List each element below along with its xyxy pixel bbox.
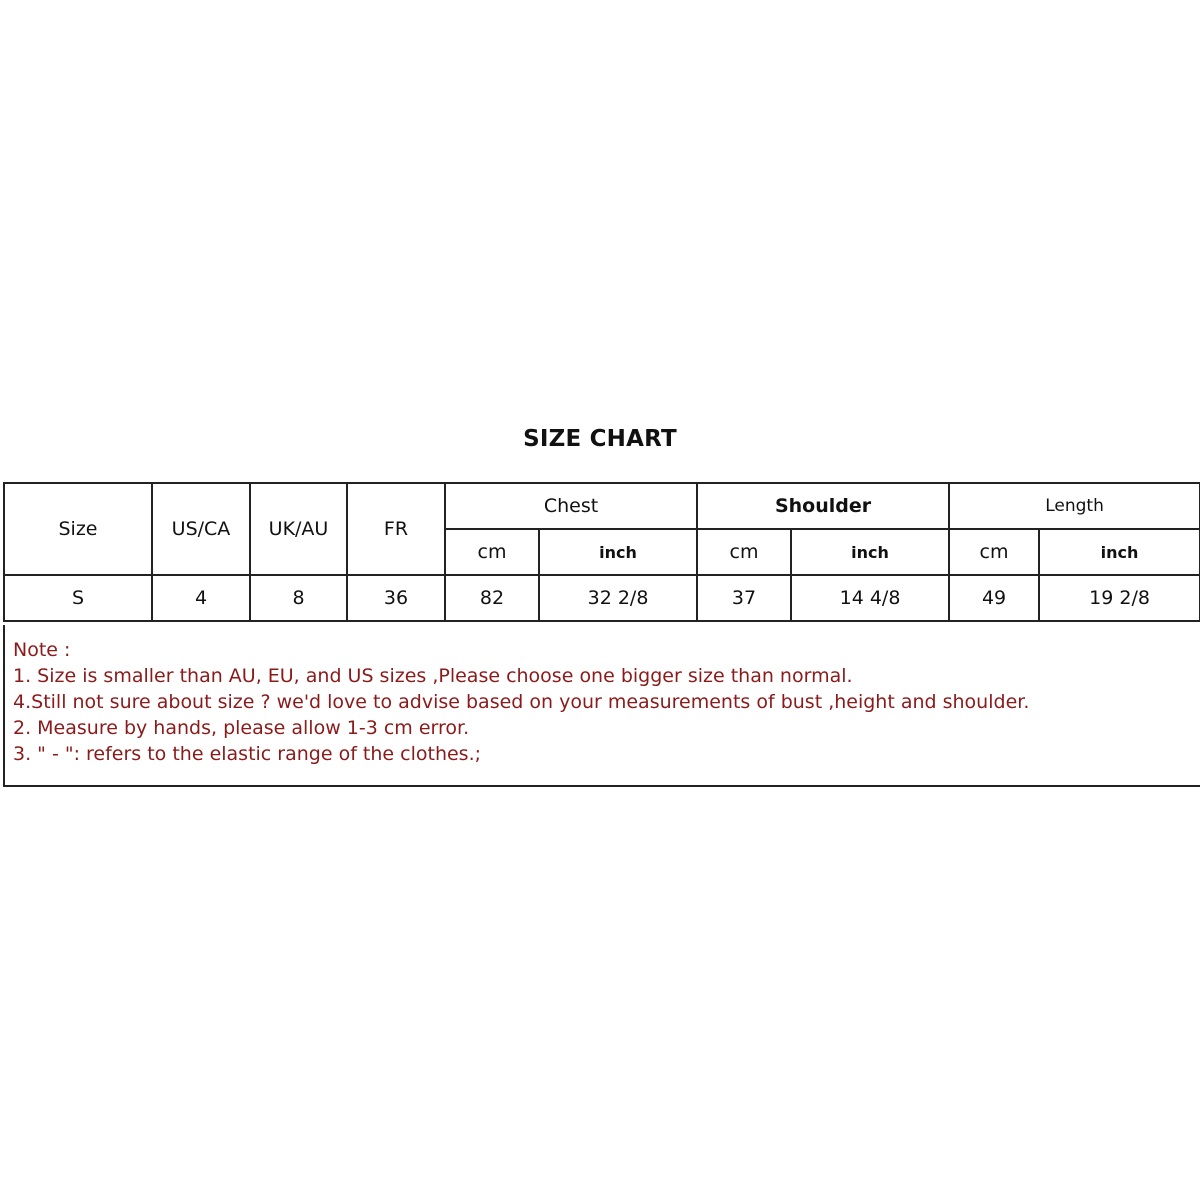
cell-fr: 36 bbox=[347, 575, 445, 621]
note-line: 3. " - ": refers to the elastic range of the clothes.; bbox=[13, 743, 482, 765]
note-line: 1. Size is smaller than AU, EU, and US sizes ,Please choose one bigger size than normal. bbox=[13, 665, 853, 687]
notes-box bbox=[3, 625, 1200, 787]
subheader-shoulder-inch: inch bbox=[791, 529, 949, 575]
note-line: 2. Measure by hands, please allow 1-3 cm error. bbox=[13, 717, 470, 739]
header-us-ca: US/CA bbox=[152, 483, 250, 575]
cell-length-inch: 19 2/8 bbox=[1039, 575, 1200, 621]
header-fr: FR bbox=[347, 483, 445, 575]
header-chest: Chest bbox=[445, 483, 697, 529]
size-chart-table bbox=[3, 482, 1200, 622]
header-uk-au: UK/AU bbox=[250, 483, 347, 575]
cell-uk-au: 8 bbox=[250, 575, 347, 621]
cell-chest-cm: 82 bbox=[445, 575, 539, 621]
cell-chest-inch: 32 2/8 bbox=[539, 575, 697, 621]
table-row bbox=[4, 575, 1200, 621]
subheader-length-inch: inch bbox=[1039, 529, 1200, 575]
cell-size: S bbox=[4, 575, 152, 621]
header-size: Size bbox=[4, 483, 152, 575]
note-heading: Note : bbox=[13, 639, 71, 661]
cell-us-ca: 4 bbox=[152, 575, 250, 621]
header-length: Length bbox=[949, 483, 1200, 529]
table-header-row bbox=[4, 483, 1200, 529]
note-line: 4.Still not sure about size ? we'd love to advise based on your measurements of bust ,height and shoulder. bbox=[13, 691, 1030, 713]
subheader-chest-inch: inch bbox=[539, 529, 697, 575]
header-shoulder: Shoulder bbox=[697, 483, 949, 529]
subheader-length-cm: cm bbox=[949, 529, 1039, 575]
subheader-shoulder-cm: cm bbox=[697, 529, 791, 575]
cell-length-cm: 49 bbox=[949, 575, 1039, 621]
subheader-chest-cm: cm bbox=[445, 529, 539, 575]
size-chart-title: SIZE CHART bbox=[523, 426, 677, 452]
cell-shoulder-inch: 14 4/8 bbox=[791, 575, 949, 621]
cell-shoulder-cm: 37 bbox=[697, 575, 791, 621]
